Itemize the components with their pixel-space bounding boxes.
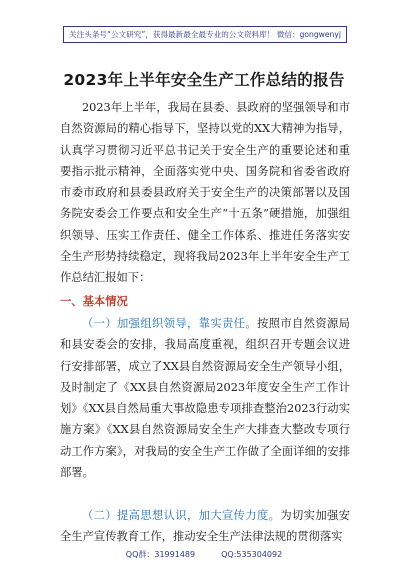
paragraph-heading: （二）提高思想认识，加大宣传力度。 — [82, 509, 281, 522]
qq-text: QQ:535304092 — [221, 550, 283, 559]
document-title: 2023年上半年安全生产工作总结的报告 — [63, 71, 345, 89]
footer-contact — [0, 549, 408, 560]
intro-paragraph: 2023年上半年，我局在县委、县政府的坚强领导和市自然资源局的精心指导下，坚持以党的XX大精神为指导，认真学习贯彻习近平总书记关于安全生产的重要论述和重要指示批示精神，全面落实党中央、国务院和省委省政府市委市政府和县委县政府关于安全生产的决策部署以及国务院安委会工作要点和安全生产“十五条”硬措施，加强组织领导、压实工作责任、健全工作体系、推进任务落实安全生产形势持续稳定，现将我局2023年上半年安全生产工作总结汇报如下： — [60, 101, 350, 285]
paragraph-publicity — [60, 505, 350, 548]
qq-group-text: QQ群：31991489 — [125, 550, 196, 559]
paragraph-heading: （一）加强组织领导，靠实责任。 — [82, 317, 258, 330]
paragraph-organization — [60, 313, 350, 483]
header-banner: 关注头条号“公文研究”，获得最新最全最专业的公文资料库！ 微信：gongwenyj — [63, 26, 347, 43]
paragraph-text: 按照市自然资源局和县安委会的安排，我局高度重视，组织召开专题会议进行安排部署，成立了XX县自然资源局安全生产领导小组，及时制定了《XX县自然资源局2023年度安全生产工作计划》《XX县自然局重大事故隐患专项排查整治2023行动实施方案》《XX县自然资源局安全生产大排查大整改专项行动工作方案》，对我局的安全生产工作做了全面详细的安排部署。 — [60, 317, 350, 480]
section-heading: 一、基本情况 — [60, 294, 128, 308]
paragraph-text: 为切实加强安全生产宣传教育工作，推动安全生产法律法规的贯彻落实 — [60, 509, 350, 544]
